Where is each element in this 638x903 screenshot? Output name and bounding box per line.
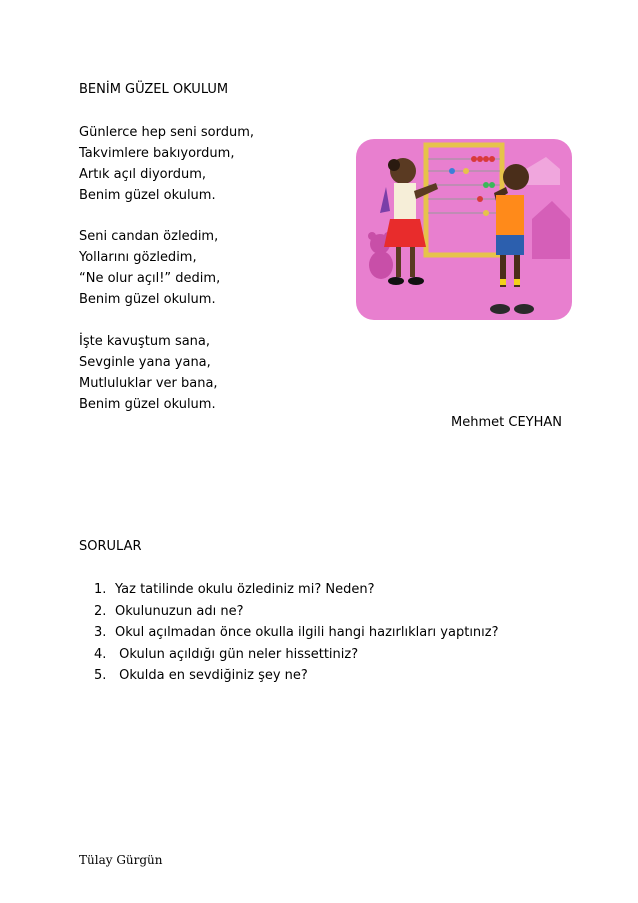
stanza-3 [79, 331, 218, 415]
poem-line: Günlerce hep seni sordum, [79, 125, 255, 140]
stanza-2 [79, 226, 220, 310]
question-number: 1. [94, 582, 107, 597]
poem-line: Yollarını gözledim, [79, 250, 197, 265]
poem-line: Benim güzel okulum. [79, 397, 216, 412]
question-item [94, 644, 499, 666]
questions-heading: SORULAR [79, 539, 142, 554]
question-text: Okul açılmadan önce okulla ilgili hangi hazırlıkları yaptınız? [115, 625, 499, 640]
poem-line: İşte kavuştum sana, [79, 334, 211, 349]
stanza-1 [79, 122, 254, 206]
question-number: 2. [94, 603, 107, 619]
question-number: 4. [94, 646, 107, 662]
teddy-body [369, 251, 393, 279]
footer-author: Tülay Gürgün [79, 853, 163, 867]
question-number: 5. [94, 668, 107, 683]
question-item [94, 579, 499, 601]
poem-line: Benim güzel okulum. [79, 292, 216, 307]
poem-line: Benim güzel okulum. [79, 188, 216, 203]
poem-line: Takvimlere bakıyordum, [79, 146, 235, 161]
poem-line: Mutluluklar ver bana, [79, 376, 218, 391]
poem-line: Artık açıl diyordum, [79, 167, 206, 182]
question-text: Yaz tatilinde okulu özlediniz mi? Neden? [115, 582, 375, 597]
question-text: Okulunuzun adı ne? [115, 603, 244, 619]
questions-list [94, 579, 499, 687]
question-text: Okulda en sevdiğiniz şey ne? [115, 668, 308, 683]
poem-line: Seni candan özledim, [79, 229, 219, 244]
children-abacus-illustration [356, 139, 572, 320]
poem-title: BENİM GÜZEL OKULUM [79, 82, 229, 97]
poem-line: “Ne olur açıl!” dedim, [79, 271, 221, 286]
question-text: Okulun açıldığı gün neler hissettiniz? [115, 646, 359, 662]
poem-line: Sevginle yana yana, [79, 355, 211, 370]
question-item [94, 601, 499, 623]
poem-author: Mehmet CEYHAN [451, 415, 562, 430]
question-item [94, 665, 499, 687]
question-item [94, 622, 499, 644]
question-number: 3. [94, 625, 107, 640]
